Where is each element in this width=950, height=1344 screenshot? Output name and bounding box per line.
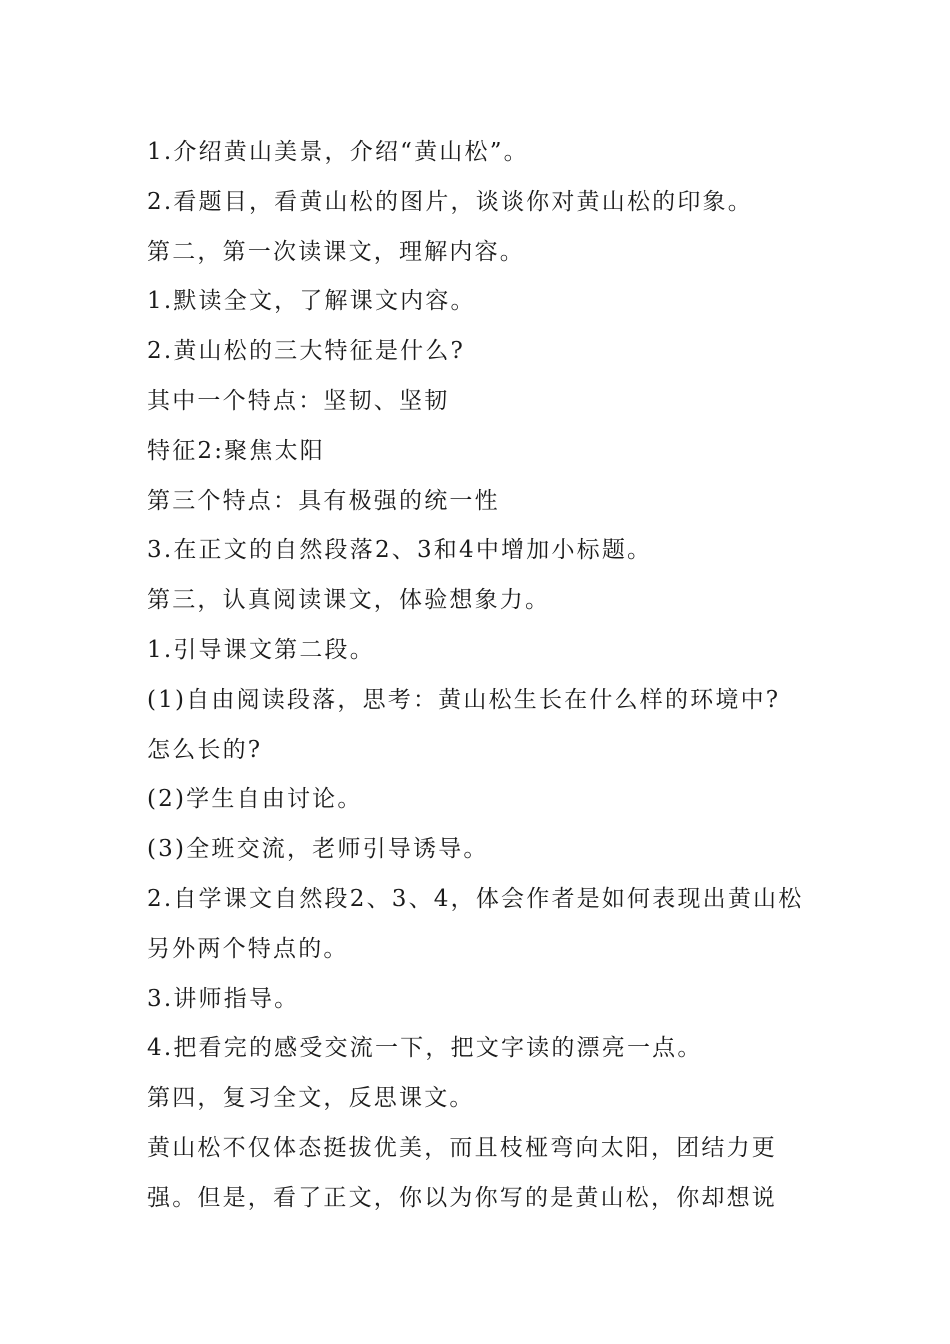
text-line: 2.自学课文自然段2、3、4，体会作者是如何表现出黄山松 bbox=[147, 885, 804, 912]
document-body bbox=[147, 128, 817, 1224]
text-line: (3)全班交流，老师引导诱导。 bbox=[147, 836, 489, 863]
text-line: 特征2:聚焦太阳 bbox=[147, 437, 325, 464]
text-line: 3.讲师指导。 bbox=[147, 985, 300, 1012]
text-line: (1)自由阅读段落，思考：黄山松生长在什么样的环境中? bbox=[147, 686, 781, 713]
text-line: 1.默读全文，了解课文内容。 bbox=[147, 288, 476, 315]
text-line: 1.介绍黄山美景，介绍“黄山松”。 bbox=[147, 139, 529, 165]
section-heading: 第三，认真阅读课文，体验想象力。 bbox=[147, 587, 551, 614]
text-line: 1.引导课文第二段。 bbox=[147, 636, 375, 663]
text-line: (2)学生自由讨论。 bbox=[147, 786, 363, 813]
text-line: 2.看题目，看黄山松的图片，谈谈你对黄山松的印象。 bbox=[147, 188, 753, 215]
text-line: 怎么长的? bbox=[147, 736, 263, 763]
text-line: 其中一个特点：坚韧、坚韧 bbox=[147, 387, 450, 414]
text-line: 2.黄山松的三大特征是什么? bbox=[147, 338, 466, 365]
text-line: 另外两个特点的。 bbox=[147, 935, 349, 962]
text-line: 3.在正文的自然段落2、3和4中增加小标题。 bbox=[147, 537, 653, 564]
text-line: 4.把看完的感受交流一下，把文字读的漂亮一点。 bbox=[147, 1035, 703, 1062]
section-heading: 第四，复习全文，反思课文。 bbox=[147, 1085, 475, 1112]
section-heading: 第二，第一次读课文，理解内容。 bbox=[147, 238, 525, 265]
text-line: 黄山松不仅体态挺拔优美，而且枝桠弯向太阳，团结力更 bbox=[147, 1134, 777, 1161]
text-line: 强。但是，看了正文，你以为你写的是黄山松，你却想说 bbox=[147, 1184, 777, 1211]
text-line: 第三个特点：具有极强的统一性 bbox=[147, 487, 500, 514]
